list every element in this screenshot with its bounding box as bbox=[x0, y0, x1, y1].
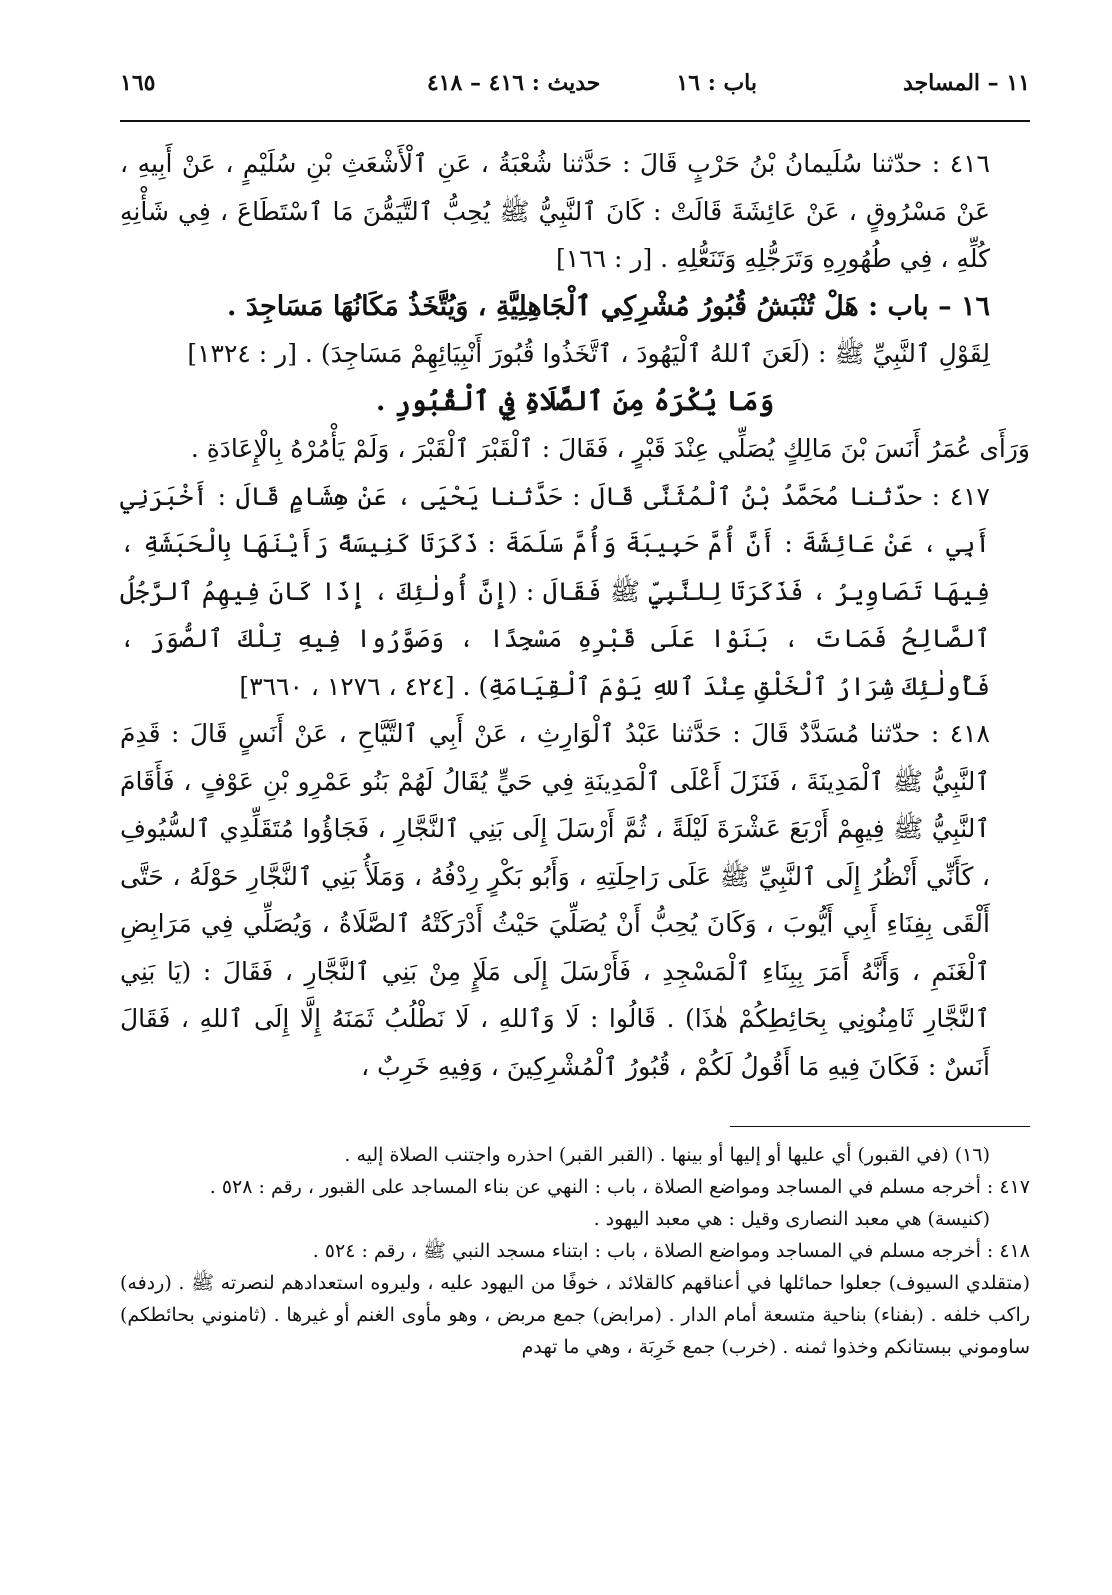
header-hadith-range: حديث : ٤١٦ – ٤١٨ bbox=[426, 70, 601, 96]
footnote-418: ٤١٨ : أخرجه مسلم في المساجد ومواضع الصلاة ، باب : ابتناء مسجد النبي ﷺ ، رقم : ٥٢٤ . bbox=[312, 1240, 1030, 1262]
hadith-417: ٤١٧ : حدّثنا مُحَمَّدُ بْنُ ٱلْمُثَنَّى قَالَ : حَدَّثنا يَحْيَى ، عَنْ هِشَامٍ قَالَ : أَخْبَرَنِي أَبِي ، عَنْ عَائِشَةَ : أَنَّ أُمَّ حَبِيبَةَ وَأُمَّ سَلَمَةَ : ذَكَرَتَا كَنِيسَةً رَأَيْنَهَا بِالْحَبَشَةِ ، فِيهَا تَصَاوِيرُ ، فَذَكَرَتَا لِلنَّبِيِّ ﷺ فَقَالَ : (إِنَّ أُولٰئِكَ ، إِذَا كَانَ فِيهِمُ ٱلرَّجُلُ ٱلصَّالِحُ فَمَاتَ ، بَنَوْا عَلَى قَبْرِهِ مَسْجِدًا ، وَصَوَّرُوا فِيهِ تِلْكَ ٱلصُّوَرَ ، فَأُولٰئِكَ شِرَارُ ٱلْخَلْقِ عِنْدَ ٱللهِ يَوْمَ ٱلْقِيَامَةِ) . [٤٢٤ ، ١٢٧٦ ، ٣٦٦٠] bbox=[120, 481, 990, 701]
header-right-group bbox=[427, 70, 1030, 96]
footnotes bbox=[120, 1139, 1030, 1363]
footnote-417-gloss: (كنيسة) هي معبد النصارى وقيل : هي معبد اليهود . bbox=[593, 1208, 990, 1230]
chapter-16-quote: لِقَوْلِ ٱلنَّبِيِّ ﷺ : (لَعَنَ ٱللهُ ٱلْيَهُودَ ، ٱتَّخَذُوا قُبُورَ أَنْبِيَائِهِمْ مَسَاجِدَ) . [ر : ١٣٢٤] bbox=[187, 339, 990, 368]
book-page bbox=[120, 70, 1030, 1363]
chapter-16-athar: وَرَأَى عُمَرُ أَنَسَ بْنَ مَالِكٍ يُصَلِّي عِنْدَ قَبْرٍ ، فَقَالَ : ٱلْقَبْرَ ٱلْقَبْرَ ، وَلَمْ يَأْمُرْهُ بِالْإِعَادَةِ . bbox=[190, 434, 1030, 463]
footnote-418-gloss: (متقلدي السيوف) جعلوا حمائلها في أعناقهم كالقلائد ، خوفًا من اليهود عليه ، وليروه استعدادهم لنصرته ﷺ . (ردفه) راكب خلفه . (بفناء) بناحية متسعة أمام الدار . (مرابض) جمع مربض ، وهو مأوى الغنم أو غيرها . (ثامنوني بحائطكم) ساوموني ببستانكم وخذوا ثمنه . (خرب) جمع خَرِبَة ، وهي ما تهدم bbox=[120, 1272, 1030, 1358]
footnote-16: (١٦) (في القبور) أي عليها أو إليها أو بينها . (القبر القبر) احذره واجتنب الصلاة إليه . bbox=[344, 1144, 990, 1166]
header-chapter: ١١ – المساجد bbox=[903, 70, 1030, 96]
chapter-16-title: ١٦ – باب : هَلْ تُنْبَشُ قُبُورُ مُشْرِكِي ٱلْجَاهِلِيَّةِ ، وَيُتَّخَذُ مَكَانُهَا مَسَاجِدَ . bbox=[227, 290, 990, 322]
hadith-418: ٤١٨ : حدّثنا مُسَدَّدٌ قَالَ : حَدَّثنا عَبْدُ ٱلْوَارِثِ ، عَنْ أَبِي ٱلتَّيَّاحِ ، عَنْ أَنَسٍ قَالَ : قَدِمَ ٱلنَّبِيُّ ﷺ ٱلْمَدِينَةَ ، فَنَزَلَ أَعْلَى ٱلْمَدِينَةِ فِي حَيٍّ يُقَالُ لَهُمْ بَنُو عَمْرِو بْنِ عَوْفٍ ، فَأَقَامَ ٱلنَّبِيُّ ﷺ فِيهِمْ أَرْبَعَ عَشْرَةَ لَيْلَةً ، ثُمَّ أَرْسَلَ إِلَى بَنِي ٱلنَّجَّارِ ، فَجَاؤُوا مُتَقَلِّدِي ٱلسُّيُوفِ ، كَأَنِّي أَنْظُرُ إِلَى ٱلنَّبِيِّ ﷺ عَلَى رَاحِلَتِهِ ، وَأَبُو بَكْرٍ رِدْفُهُ ، وَمَلَأُ بَنِي ٱلنَّجَّارِ حَوْلَهُ ، حَتَّى أَلْقَى بِفِنَاءِ أَبِي أَيُّوبَ ، وَكَانَ يُحِبُّ أَنْ يُصَلِّيَ حَيْثُ أَدْرَكَتْهُ ٱلصَّلَاةُ ، وَيُصَلِّي فِي مَرَابِضِ ٱلْغَنَمِ ، وَأَنَّهُ أَمَرَ بِبِنَاءِ ٱلْمَسْجِدِ ، فَأَرْسَلَ إِلَى مَلَإٍ مِنْ بَنِي ٱلنَّجَّارِ ، فَقَالَ : (يَا بَنِي ٱلنَّجَّارِ ثَامِنُونِي بِحَائِطِكُمْ هٰذَا) . قَالُوا : لَا وَٱللهِ ، لَا نَطْلُبُ ثَمَنَهُ إِلَّا إِلَى ٱللهِ ، فَقَالَ أَنَسٌ : فَكَانَ فِيهِ مَا أَقُولُ لَكُمْ ، قُبُورُ ٱلْمُشْرِكِينَ ، وَفِيهِ خَرِبٌ ، bbox=[120, 719, 990, 1081]
hadith-416: ٤١٦ : حدّثنا سُلَيمانُ بْنُ حَرْبٍ قَالَ : حَدَّثنا شُعْبَةُ ، عَنِ ٱلْأَشْعَثِ بْنِ سُلَيْمٍ ، عَنْ أَبِيهِ ، عَنْ مَسْرُوقٍ ، عَنْ عَائِشَةَ قَالَتْ : كَانَ ٱلنَّبِيُّ ﷺ يُحِبُّ ٱلتَّيَمُّنَ مَا ٱسْتَطَاعَ ، فِي شَأْنِهِ كُلِّهِ ، فِي طُهُورِهِ وَتَرَجُّلِهِ وَتَنَعُّلِهِ . [ر : ١٦٦] bbox=[120, 149, 990, 273]
chapter-16-subtitle: وَمَا يُكْرَهُ مِنَ ٱلصَّلَاةِ فِي ٱلْقُبُورِ . bbox=[375, 385, 775, 417]
page-number: ١٦٥ bbox=[120, 70, 156, 96]
footnote-417: ٤١٧ : أخرجه مسلم في المساجد ومواضع الصلاة ، باب : النهي عن بناء المساجد على القبور ، رقم : ٥٢٨ . bbox=[209, 1176, 1030, 1198]
running-header bbox=[120, 70, 1030, 122]
main-text bbox=[120, 140, 1030, 1090]
header-bab: باب : ١٦ bbox=[676, 70, 758, 96]
footnote-separator bbox=[730, 1126, 1030, 1127]
